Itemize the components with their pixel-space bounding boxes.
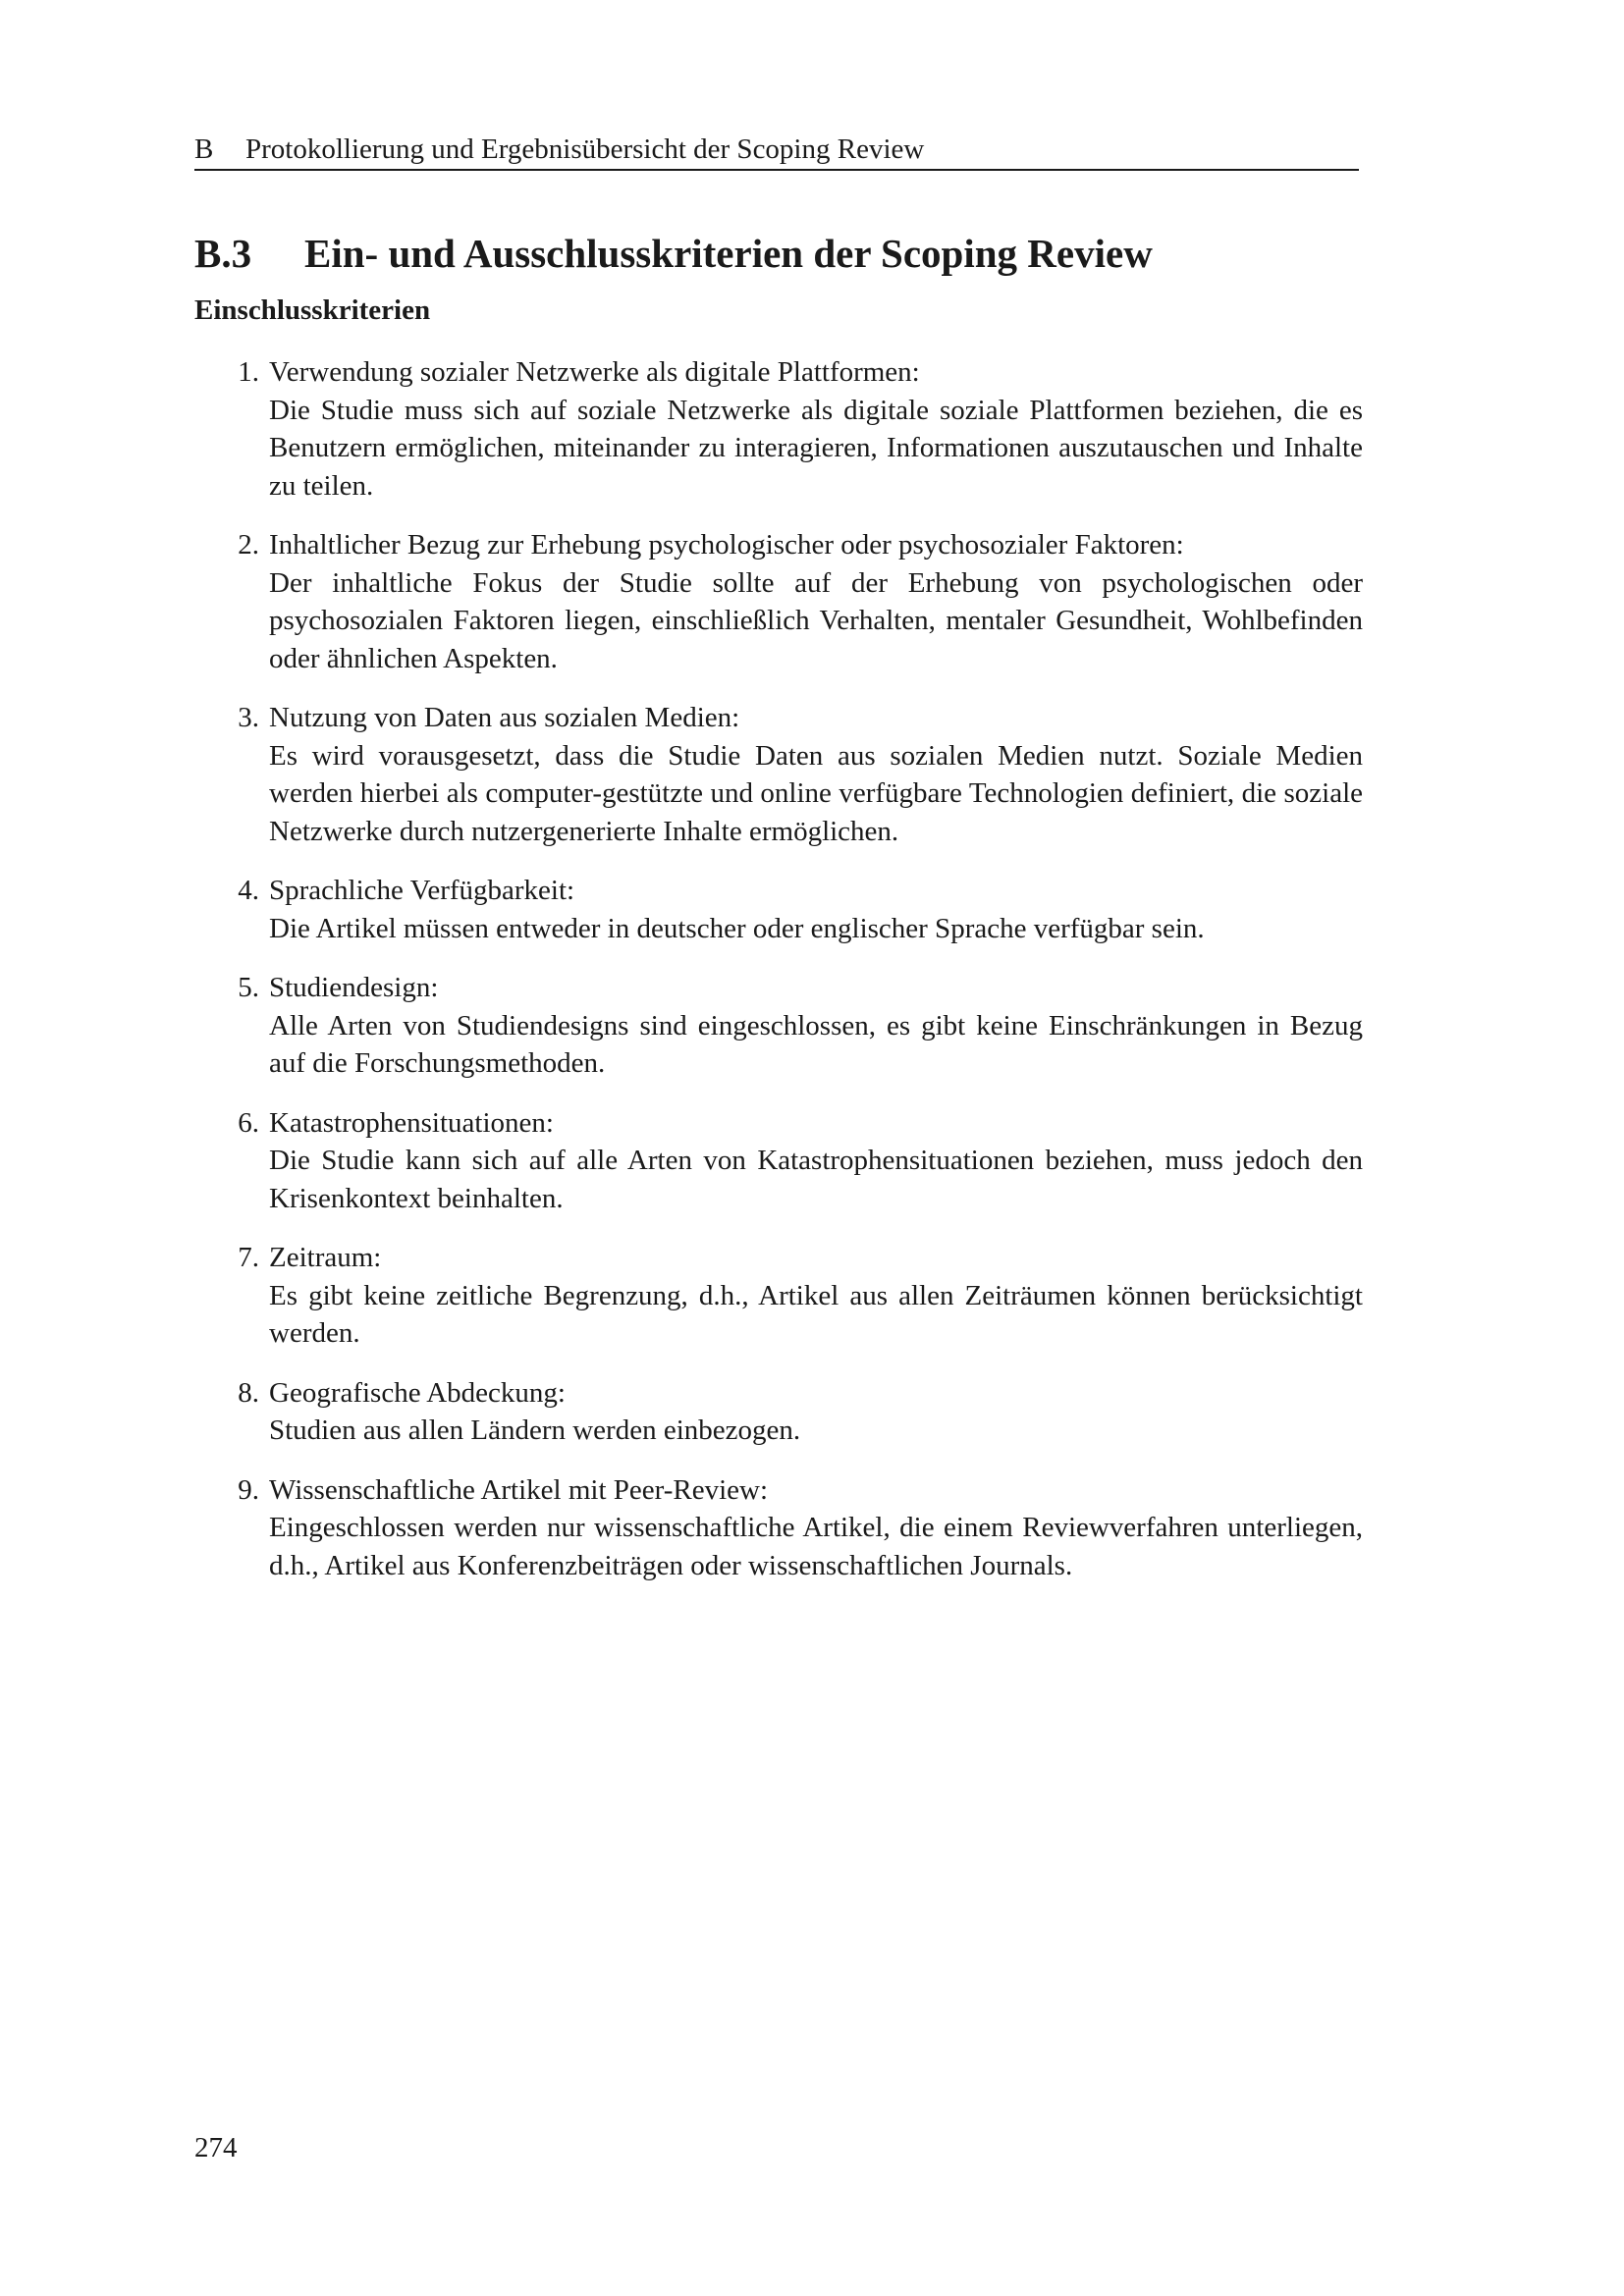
criteria-number: 1. [238,356,259,388]
criteria-description: Es gibt keine zeitliche Begrenzung, d.h., Artikel aus allen Zeiträumen können berücksichtigt werden. [269,1279,1363,1349]
criteria-number: 7. [238,1242,259,1273]
criteria-number: 5. [238,972,259,1003]
criteria-number: 2. [238,529,259,561]
section-number: B.3 [194,231,252,276]
criteria-description: Alle Arten von Studiendesigns sind eingeschlossen, es gibt keine Einschränkungen in Bezug auf die Forschungsmethoden. [269,1009,1363,1079]
criteria-number: 6. [238,1106,259,1139]
criteria-description: Eingeschlossen werden nur wissenschaftliche Artikel, die einem Reviewverfahren unterliegen, d.h., Artikel aus Konferenzbeiträgen oder wissenschaftlichen Journals. [269,1512,1363,1581]
criteria-description: Die Studie muss sich auf soziale Netzwerke als digitale soziale Plattformen beziehen, die es Benutzern ermöglichen, miteinander zu interagieren, Informationen auszutauschen und Inhalte zu teilen. [269,394,1363,502]
criteria-item [194,1239,1363,1353]
criteria-item [194,353,1363,505]
subsection-heading: Einschlusskriterien [194,294,431,326]
criteria-number: 9. [238,1473,259,1506]
criteria-item [194,1104,1363,1218]
criteria-description: Die Studie kann sich auf alle Arten von Katastrophensituationen beziehen, muss jedoch den Krisenkontext beinhalten. [269,1145,1363,1214]
page-number: 274 [194,2132,238,2163]
criteria-description: Studien aus allen Ländern werden einbezogen. [269,1415,801,1446]
criteria-title: Verwendung sozialer Netzwerke als digitale Plattformen: [269,356,920,388]
criteria-title: Inhaltlicher Bezug zur Erhebung psychologischer oder psychosozialer Faktoren: [269,529,1184,561]
criteria-title: Sprachliche Verfügbarkeit: [269,875,575,906]
criteria-item [194,526,1363,677]
criteria-item [194,699,1363,850]
running-header [194,130,1359,171]
section-title: Ein- und Ausschlusskriterien der Scoping Review [304,231,1153,276]
header-title: Protokollierung und Ergebnisübersicht der Scoping Review [245,133,925,165]
criteria-title: Nutzung von Daten aus sozialen Medien: [269,702,740,733]
criteria-number: 3. [238,702,259,733]
criteria-item [194,969,1363,1083]
criteria-title: Studiendesign: [269,972,439,1003]
criteria-item [194,872,1363,947]
criteria-item [194,1374,1363,1450]
criteria-title: Zeitraum: [269,1242,382,1273]
criteria-description: Es wird vorausgesetzt, dass die Studie Daten aus sozialen Medien nutzt. Soziale Medien werden hierbei als computer-gestützte und online verfügbare Technologien definiert, die soziale Netzwerke durch nutzergenerierte Inhalte ermöglichen. [269,739,1363,847]
criteria-title: Wissenschaftliche Artikel mit Peer-Review: [269,1473,769,1506]
criteria-number: 4. [238,875,259,906]
section-heading [194,226,1153,281]
criteria-title: Katastrophensituationen: [269,1106,554,1139]
criteria-title: Geografische Abdeckung: [269,1376,566,1409]
criteria-item [194,1471,1363,1585]
header-appendix-letter: B [194,133,214,165]
criteria-number: 8. [238,1376,259,1409]
criteria-description: Die Artikel müssen entweder in deutscher oder englischer Sprache verfügbar sein. [269,912,1205,944]
criteria-description: Der inhaltliche Fokus der Studie sollte auf der Erhebung von psychologischen oder psychosozialen Faktoren liegen, einschließlich Verhalten, mentaler Gesundheit, Wohlbefinden oder ähnlichen Aspekten. [269,566,1363,674]
inclusion-criteria-list [194,353,1363,1606]
